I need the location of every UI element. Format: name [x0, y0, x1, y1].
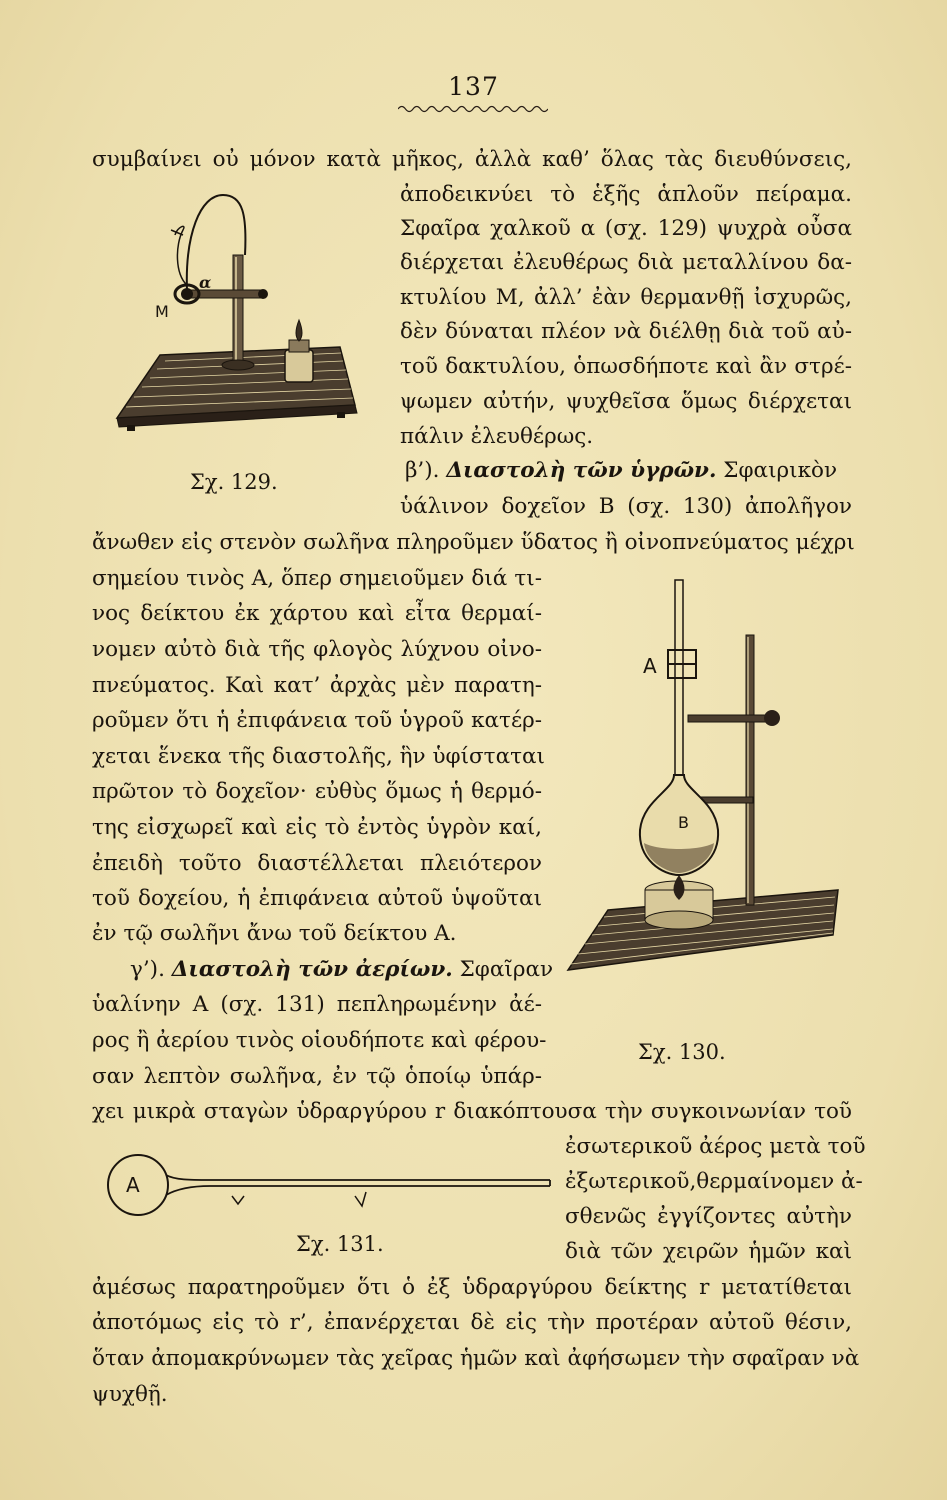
section-heading: Διαστολὴ τῶν ὑγρῶν. — [446, 458, 717, 483]
text-line: ψωμεν αὐτήν, ψυχθεῖσα ὅμως διέρχεται — [400, 389, 852, 414]
text-line: πρῶτον τὸ δοχεῖον· εὐθὺς ὅμως ἡ θερμό- — [92, 779, 542, 804]
text-line: ἀποτόμως εἰς τὸ r’, ἐπανέρχεται δὲ εἰς τὴν προτέραν αὐτοῦ θέσιν, — [92, 1310, 852, 1335]
heading-line — [92, 955, 554, 985]
section-heading: Διαστολὴ τῶν ἀερίων. — [171, 957, 453, 982]
text-line: της εἰσχωρεῖ καὶ εἰς τὸ ἐντὸς ὑγρὸν καί, — [92, 815, 542, 840]
text-line: πνεύματος. Καὶ κατ’ ἀρχὰς μὲν παρατη- — [92, 673, 542, 698]
figure-caption: Σχ. 131. — [296, 1232, 384, 1256]
text-fragment: Σφαιρικὸν — [723, 458, 838, 483]
text-line: συμβαίνει οὐ μόνον κατὰ μῆκος, ἀλλὰ καθ’ ὅλας τὰς διευθύνσεις, — [92, 147, 852, 172]
text-fragment: Σφαῖραν — [459, 957, 554, 982]
text-line: ψυχθῇ. — [92, 1382, 168, 1407]
text-line: σθενῶς ἐγγίζοντες αὐτὴν — [565, 1204, 852, 1229]
figure-label: A — [643, 654, 657, 678]
text-line: διὰ τῶν χειρῶν ἡμῶν καὶ — [565, 1239, 852, 1264]
text-line: πάλιν ἐλευθέρως. — [400, 424, 594, 449]
text-line: χεται ἕνεκα τῆς διαστολῆς, ἣν ὑφίσταται — [92, 744, 545, 769]
text-line: σαν λεπτὸν σωλῆνα, ἐν τῷ ὁποίῳ ὑπάρ- — [92, 1064, 542, 1089]
text-line: τοῦ δακτυλίου, ὁπωσδήποτε καὶ ἂν στρέ- — [400, 354, 852, 379]
text-line: ὅταν ἀπομακρύνωμεν τὰς χεῖρας ἡμῶν καὶ ἀφήσωμεν τὴν σφαῖραν νὰ — [92, 1346, 860, 1371]
text-line: ἐν τῷ σωλῆνι ἄνω τοῦ δείκτου Α. — [92, 921, 457, 946]
figure-caption: Σχ. 130. — [638, 1040, 726, 1064]
figure-label: M — [155, 302, 169, 321]
page-number: 137 — [448, 72, 499, 101]
figure-label: A — [126, 1173, 140, 1197]
text-line: χει μικρὰ σταγὼν ὑδραργύρου r διακόπτουσα τὴν συγκοινωνίαν τοῦ — [92, 1099, 852, 1124]
text-line: νομεν αὐτὸ διὰ τῆς φλογὸς λύχνου οἰνο- — [92, 637, 542, 662]
heading-marker: β’). — [405, 458, 440, 483]
text-line: Σφαῖρα χαλκοῦ α (σχ. 129) ψυχρὰ οὖσα — [400, 216, 852, 241]
heading-marker: γ’). — [130, 957, 165, 982]
figure-label: B — [678, 813, 689, 832]
text-line: ἐξωτερικοῦ,θερμαίνομεν ἀ- — [565, 1169, 863, 1194]
text-line: ἐπειδὴ τοῦτο διαστέλλεται πλειότερον — [92, 851, 542, 876]
text-line: διέρχεται ἐλευθέρως διὰ μεταλλίνου δα- — [400, 250, 852, 275]
text-line: ὑαλίνην Α (σχ. 131) πεπληρωμένην ἀέ- — [92, 992, 542, 1017]
text-line: τοῦ δοχείου, ἡ ἐπιφάνεια αὐτοῦ ὑψοῦται — [92, 886, 542, 911]
text-line: ρος ἢ ἀερίου τινὸς οἱουδήποτε καὶ φέρου- — [92, 1028, 547, 1053]
figure-130-flask-expansion — [548, 575, 878, 995]
text-line: κτυλίου Μ, ἀλλ’ ἐὰν θερμανθῇ ἰσχυρῶς, — [400, 285, 852, 310]
text-line: ροῦμεν ὅτι ἡ ἐπιφάνεια τοῦ ὑγροῦ κατέρ- — [92, 708, 542, 733]
text-line: δὲν δύναται πλέον νὰ διέλθῃ διὰ τοῦ αὐ- — [400, 319, 852, 344]
text-line: ἀποδεικνύει τὸ ἑξῆς ἁπλοῦν πείραμα. — [400, 182, 852, 207]
header-ornament — [398, 104, 548, 114]
figure-129-ring-and-ball — [105, 175, 385, 475]
heading-line — [405, 456, 837, 486]
text-line: ἐσωτερικοῦ ἀέρος μετὰ τοῦ — [565, 1134, 866, 1159]
text-line: ἄνωθεν εἰς στενὸν σωλῆνα πληροῦμεν ὕδατος ἢ οἰνοπνεύματος μέχρι — [92, 530, 855, 555]
text-line: ἀμέσως παρατηροῦμεν ὅτι ὁ ἐξ ὑδραργύρου δείκτης r μετατίθεται — [92, 1275, 852, 1300]
figure-caption: Σχ. 129. — [190, 470, 278, 494]
text-line: ὑάλινον δοχεῖον Β (σχ. 130) ἀπολῆγον — [400, 494, 852, 519]
text-line: σημείου τινὸς Α, ὅπερ σημειοῦμεν διά τι- — [92, 566, 542, 591]
text-line: νος δείκτου ἐκ χάρτου καὶ εἶτα θερμαί- — [92, 601, 542, 626]
figure-131-air-bulb — [100, 1140, 560, 1230]
figure-label: α — [199, 273, 212, 292]
